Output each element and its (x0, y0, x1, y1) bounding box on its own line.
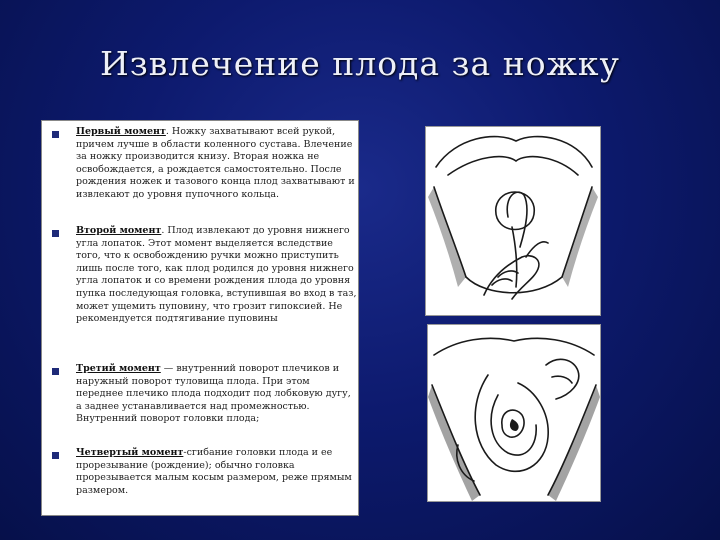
moment-4-heading: Четвертый момент (76, 447, 184, 458)
head-delivery-icon (428, 325, 600, 501)
moment-3-heading: Третий момент (76, 363, 161, 374)
bullet-marker-1 (52, 131, 59, 138)
moment-4-text: -сгибание головки плода и ее прорезывание (рождение); обычно головка прорезывается малым косым размером, реже прямым размером. (76, 447, 352, 496)
moment-2-text: . Плод извлекают до уровня нижнего угла лопаток. Этот момент выделяется вследствие того, что к освобождению ручки можно приступить лишь после того, как плод родился до уровня нижнего угла лопаток и со времени рождения плода до уровня пупка последующая головка, вступившая во вход в таз, может ущемить пуповину, что грозит гипоксией. Не рекомендуется подтягивание пуповины (76, 225, 357, 325)
leg-extraction-icon (426, 127, 600, 315)
leg-extraction-illustration (425, 126, 601, 316)
moment-4 (76, 447, 358, 497)
head-delivery-illustration (427, 324, 601, 502)
moment-3 (76, 363, 358, 426)
moment-2-heading: Второй момент (76, 225, 162, 236)
bullet-marker-4 (52, 452, 59, 459)
bullet-marker-3 (52, 368, 59, 375)
text-panel (41, 120, 359, 516)
moment-2 (76, 225, 358, 326)
moment-1-heading: Первый момент (76, 126, 166, 137)
moment-1-text: . Ножку захватывают всей рукой, причем лучше в области коленного сустава. Влечение за ножку производится книзу. Вторая ножка не освобождается, а рождается самостоятельно. После рождения ножек и тазового конца плод захватывают и извлекают до уровня пупочного кольца. (76, 126, 355, 200)
moment-1 (76, 126, 358, 202)
moment-3-text: — внутренний поворот плечиков и наружный поворот туловища плода. При этом переднее плечико плода подходит под лобковую дугу, а заднее устанавливается над промежностью. Внутренний поворот головки плода; (76, 363, 351, 425)
slide-title: Извлечение плода за ножку (100, 44, 620, 83)
bullet-marker-2 (52, 230, 59, 237)
